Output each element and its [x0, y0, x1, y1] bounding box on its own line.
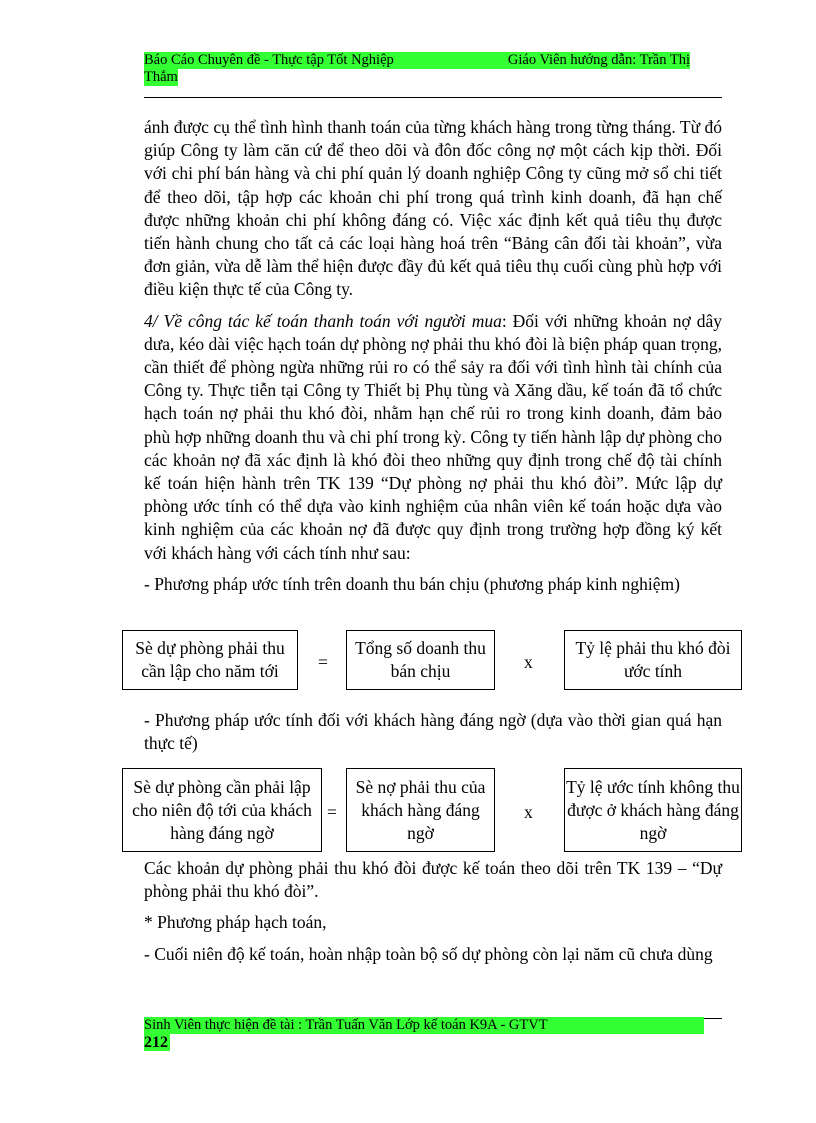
method-1-label: - Phương pháp ước tính trên doanh thu bán chịu (phương pháp kinh nghiệm) — [144, 573, 680, 594]
section-heading: 4/ Về công tác kế toán thanh toán với người mua — [144, 310, 502, 331]
document-body — [144, 116, 722, 596]
paragraph-1: ánh được cụ thể tình hình thanh toán của từng khách hàng trong từng tháng. Từ đó giúp Công ty làm căn cứ để theo dõi và đôn đốc công nợ một cách kịp thời. Đối với chi phí bán hàng và chi phí quản lý doanh nghiệp Công ty cũng mở sổ chi tiết để theo dõi, tập hợp các khoản chi phí trong quá trình kinh doanh, đã hạn chế được những khoản chi phí không đáng có. Việc xác định kết quả tiêu thụ được tiến hành chung cho tất cả các loại hàng hoá trên “Bảng cân đối tài khoản”, vừa đơn giản, vừa dễ làm thể hiện được đầy đủ kết quả tiêu thụ cuối cùng phù hợp với điều kiện thực tế của Công ty. — [144, 117, 722, 300]
document-body-2 — [144, 709, 722, 755]
paragraph-2-body: : Đối với những khoản nợ dây dưa, kéo dài việc hạch toán dự phòng nợ phải thu khó đòi là biện pháp quan trọng, cần thiết để phòng ngừa những rủi ro có thể sảy ra đối với tình hình tài chính của Công ty. Thực tiễn tại Công ty Thiết bị Phụ tùng và Xăng dầu, kế toán đã tổ chức hạch toán nợ phải thu khó đòi, nhằm hạn chế rủi ro trong kinh doanh, đảm bảo phù hợp những doanh thu và chi phí trong kỳ. Công ty tiến hành lập dự phòng cho các khoản nợ đã xác định là khó đòi theo những quy định trong chế độ tài chính kế toán hiện hành trên TK 139 “Dự phòng nợ phải thu khó đòi”. Mức lập dự phòng ước tính có thể dựa vào kinh nghiệm của nhân viên kế toán hoặc dựa vào kinh nghiệm của các khoản nợ đã được quy định trong trường hợp đồng ký kết với khách hàng với cách tính như sau: — [144, 310, 722, 563]
document-body-3 — [144, 857, 722, 966]
page-header — [144, 52, 720, 86]
formula2-result-box: Sè dự phòng cần phải lập cho niên độ tới của khách hàng đáng ngờ — [122, 768, 322, 852]
formula1-equals: = — [318, 652, 328, 672]
formula2-equals: = — [327, 802, 337, 822]
header-right-continued: Thắm — [144, 69, 178, 85]
method-2-label: - Phương pháp ước tính đối với khách hàng đáng ngờ (dựa vào thời gian quá hạn thực tế) — [144, 710, 722, 754]
footer-text: Sinh Viên thực hiện đề tài : Trần Tuấn Văn Lớp kế toán K9A - GTVT — [144, 1017, 704, 1034]
header-left-text: Báo Cáo Chuyên đề - Thực tập Tốt Nghiệp — [144, 52, 394, 68]
header-right-text: Giáo Viên hướng dẫn: Trần Thị — [507, 52, 690, 68]
page-number: 212 — [144, 1034, 168, 1051]
formula1-revenue-box: Tổng số doanh thu bán chịu — [346, 630, 495, 690]
paragraph-6: * Phương pháp hạch toán, — [144, 912, 327, 933]
header-divider — [144, 97, 722, 98]
formula2-times: x — [524, 802, 533, 822]
paragraph-2 — [144, 310, 722, 565]
formula1-times: x — [524, 652, 533, 672]
formula2-debt-box: Sè nợ phải thu của khách hàng đáng ngờ — [346, 768, 495, 852]
formula2-rate-box: Tỷ lệ ước tính không thu được ở khách hàng đáng ngờ — [564, 768, 742, 852]
formula1-rate-box: Tỷ lệ phải thu khó đòi ước tính — [564, 630, 742, 690]
header-line — [144, 52, 690, 69]
formula1-result-box: Sè dự phòng phải thu cần lập cho năm tới — [122, 630, 298, 690]
paragraph-7: - Cuối niên độ kế toán, hoàn nhập toàn bộ số dự phòng còn lại năm cũ chưa dùng — [144, 943, 713, 964]
page-footer — [144, 1017, 704, 1052]
paragraph-5: Các khoản dự phòng phải thu khó đòi được kế toán theo dõi trên TK 139 – “Dự phòng phải thu khó đòi”. — [144, 858, 722, 902]
